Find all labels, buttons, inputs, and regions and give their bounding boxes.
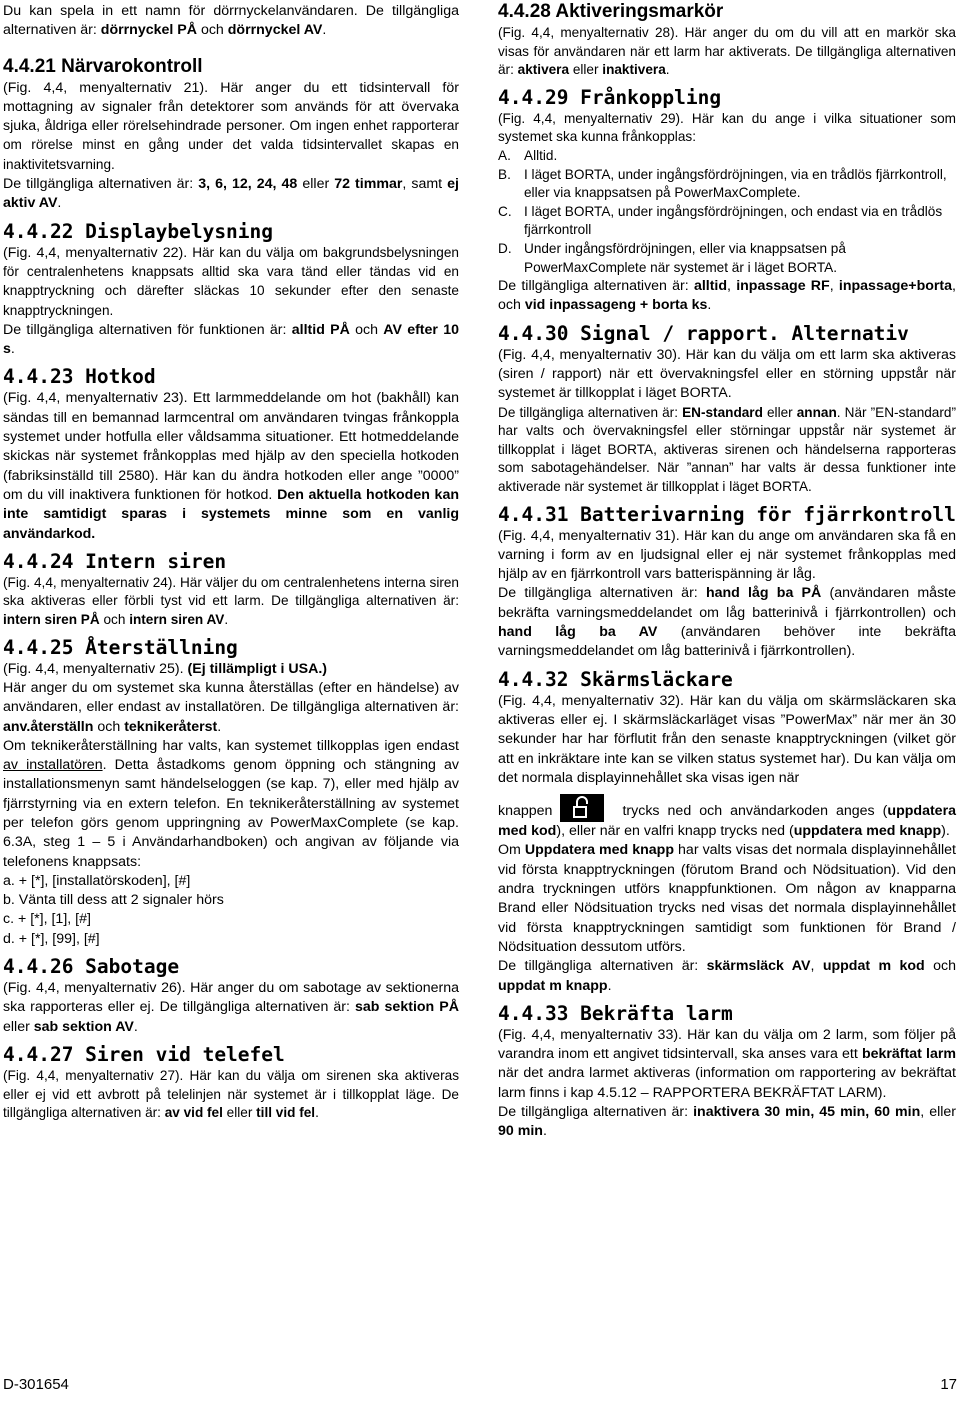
heading-4-4-25: 4.4.25 Återställning (3, 635, 238, 659)
s32-p2: Om Uppdatera med knapp har valts visas det normala displayinnehållet vid första knapptryckningen (förutom Brand och Nödsituation). Vid den andra tryckningen utförs knappfunktionen. Om någon av knapparna Brand eller Nödsituation trycks ned visas det normala displayinnehållet vid första knapptryckningen samtidigt som funktionen för Brand / Nödsituation dessutom utförs. (498, 842, 957, 955)
list-item-b: B. I läget BORTA, under ingångsfördröjningen, via en trådlös fjärrkontroll, eller via knappsatsen på PowerMaxComplete. (498, 166, 947, 201)
s30-p2: De tillgängliga alternativen är: EN-standard eller annan. När ”EN-standard” har valts och övervakningsfel eller störningar uppstår när systemet är tillkopplat i läget BORTA, aktiveras sirenen och händelserna rapporteras som sabotagehändelser. När ”annan” har valts är dessa funktioner inte aktiverade när systemet är tillkopplat i läget BORTA. (498, 404, 956, 494)
s25-p3: Om teknikeråterställning har valts, kan systemet tillkopplas igen endast av installatören. Detta åstadkoms genom öppning och stängning av installationsmenyn samt händelseloggen (se kap. 7), eller med hjälp av fjärrstyrning via en extern telefon. En teknikeråterställning av systemet per telefon görs genom uppringning av PowerMaxComplete (se kap. 6.3A, steg 1 – 5 i Användarhandboken) och angivan av följande via telefonens knappsats: (3, 737, 459, 870)
s26-p1: (Fig. 4,4, menyalternativ 26). Här anger du om sabotage av sektionerna ska rapporteras eller ej. De tillgängliga alternativen är: sab sektion PÅ eller sab sektion AV. (3, 980, 459, 1035)
s27-p1: (Fig. 4,4, menyalternativ 27). Här kan du välja om sirenen ska aktiveras eller ej vid ett avbrott på telelinjen när systemet är i tillkopplat läge. De tillgängliga alternativen är: av vid fel eller till vid fel. (3, 1067, 459, 1121)
s33-p1: (Fig. 4,4, menyalternativ 33). Här kan du välja om 2 larm, som följer på varandra inom ett angivet tidsintervall, ska anses vara ett bekräftat larm när det andra larmet aktiveras (information om rapportering av bekräftat larm finns i kap 4.5.12 – RAPPORTERA BEKRÄFTAT LARM). (498, 1026, 956, 1101)
s32-p1: (Fig. 4,4, menyalternativ 32). Här kan du välja om skärmsläckaren ska aktiveras eller ej. I skärmsläckarläget visas ”PowerMax” när mer än 30 sekunder har har förflutit från den senaste knapptryckningen (vilket gör att en inkräktare inte kan se vilken status systemet har). Du kan välja om det normala displayinnehållet ska visas igen när (498, 692, 956, 786)
s21-p3: De tillgängliga alternativen är: 3, 6, 12, 24, 48 eller 72 timmar, samt ej aktiv AV. (3, 176, 459, 212)
left-column (3, 0, 459, 1123)
s32-p1b: knappen trycks ned och användarkoden anges (uppdatera med kod), eller när en valfri knapp trycks ned (uppdatera med knapp). (498, 794, 956, 841)
s31-p2: De tillgängliga alternativen är: hand låg ba PÅ (användaren måste bekräfta varningsmeddelandet om låg batterinivå i fjärrkontrollen) och hand låg ba AV (användaren behöver inte bekräfta varningsmeddelandet om låg batterinivå i fjärrkontrollen). (498, 585, 956, 660)
list-item-d: D. Under ingångsfördröjningen, eller via knappsatsen på PowerMaxComplete när systemet är i läget BORTA. (498, 240, 846, 275)
page-number: 17 (940, 1376, 957, 1393)
s25-list-d: d. + [*], [99], [#] (3, 930, 100, 947)
s24-p1: (Fig. 4,4, menyalternativ 24). Här väljer du om centralenhetens interna siren ska aktiveras eller förbli tyst vid ett larm. De tillgängliga alternativen är: intern siren PÅ och intern siren AV. (3, 574, 459, 628)
s25-list-b: b. Vänta till dess att 2 signaler hörs (3, 892, 224, 909)
s23-p1: (Fig. 4,4, menyalternativ 23). Ett larmmeddelande om hot (bakhåll) kan sändas till en bemannad larmcentral om användaren tvingas frånkoppla systemet under hotfulla eller våldsamma situationer. Ett hotmeddelande skickas när systemet frånkopplas med hjälp av den speciella hotkoden (fabriksinställd till 2580). Här kan du ändra hotkoden eller ange ”0000” om du vill inaktivera funktionen för hotkod. Den aktuella hotkoden kan inte samtidigt sparas i systemets minne som en vanlig användarkod. (3, 390, 460, 542)
heading-4-4-30: 4.4.30 Signal / rapport. Alternativ (498, 321, 909, 345)
heading-4-4-21: 4.4.21 Närvarokontroll (3, 55, 203, 77)
s29-p1: (Fig. 4,4, menyalternativ 29). Här kan du ange i vilka situationer som systemet ska kunna frånkopplas: (498, 110, 956, 145)
heading-4-4-32: 4.4.32 Skärmsläckare (498, 667, 733, 691)
s25-p2: Här anger du om systemet ska kunna återställas (efter en händelse) av användaren, eller endast av installatören. De tillgängliga alternativen är: anv.återställn och teknikeråterst. (3, 679, 459, 735)
heading-4-4-29: 4.4.29 Frånkoppling (498, 85, 722, 109)
list-item-a: A. Alltid. (498, 147, 558, 163)
right-column (498, 0, 956, 1142)
heading-4-4-26: 4.4.26 Sabotage (3, 955, 180, 979)
s28-p1: (Fig. 4,4, menyalternativ 28). Här anger du om du vill att en markör ska visas för användaren när ett larm har aktiverats. De tillgängliga alternativen är: aktivera eller inaktivera. (498, 25, 956, 78)
heading-4-4-24: 4.4.24 Intern siren (3, 549, 227, 573)
heading-4-4-27: 4.4.27 Siren vid telefel (3, 1042, 285, 1066)
s31-p1: (Fig. 4,4, menyalternativ 31). Här kan du ange om användaren ska få en varning i form av en ljudsignal eller ej när systemet frånkopplas med hjälp av en fjärrkontroll vars batterispänning är låg. (498, 527, 956, 583)
s21-p1: (Fig. 4,4, menyalternativ 21). Här anger du ett tidsintervall för mottagning av signaler från detektorer som används för att övervaka sjuka, åldriga eller rörelsehindrade personer. Om ingen enhet rapporterar om rörelse minst en gång under det valda tidsintervallet skapas en inaktivitetsvarning. (3, 79, 459, 172)
s29-p2: De tillgängliga alternativen är: alltid, inpassage RF, inpassage+borta, och vid inpassageng + borta ks. (498, 278, 956, 314)
heading-4-4-31: 4.4.31 Batterivarning för fjärrkontroll (498, 502, 956, 526)
s22-p3: De tillgängliga alternativen för funktionen är: alltid PÅ och AV efter 10 s. (3, 321, 459, 358)
lock-open-icon (560, 794, 604, 822)
heading-4-4-28: 4.4.28 Aktiveringsmarkör (498, 1, 724, 22)
intro-paragraph: Du kan spela in ett namn för dörrnyckelanvändaren. De tillgängliga alternativen är: dörrnyckel PÅ och dörrnyckel AV. (3, 3, 459, 39)
heading-4-4-33: 4.4.33 Bekräfta larm (498, 1001, 733, 1025)
s25-p1: (Fig. 4,4, menyalternativ 25). (Ej tillämpligt i USA.) (3, 660, 328, 677)
s25-list-c: c. + [*], [1], [#] (3, 911, 91, 928)
document-id: D-301654 (3, 1376, 69, 1393)
s25-list-a: a. + [*], [installatörskoden], [#] (3, 872, 191, 889)
list-item-c: C. I läget BORTA, under ingångsfördröjningen, och endast via en trådlös fjärrkontroll (498, 203, 943, 238)
s30-p1: (Fig. 4,4, menyalternativ 30). Här kan du välja om ett larm ska aktiveras (siren / rapport) när ett övervakningsfel eller en störning uppstår när systemet är tillkopplat i läget BORTA. (498, 346, 956, 402)
heading-4-4-22: 4.4.22 Displaybelysning (3, 219, 274, 243)
s32-p3: De tillgängliga alternativen är: skärmsläck AV, uppdat m kod och uppdat m knapp. (498, 958, 956, 994)
s33-p2: De tillgängliga alternativen är: inaktivera 30 min, 45 min, 60 min, eller 90 min. (498, 1104, 957, 1140)
s22-p1: (Fig. 4,4, menyalternativ 22). Här kan du välja om bakgrundsbelysningen för centralenhetens knappsats alltid ska vara tänd eller tändas vid en knapptryckning och därefter släckas 10 sekunder efter den senaste knapptryckningen. (3, 244, 459, 318)
heading-4-4-23: 4.4.23 Hotkod (3, 365, 156, 389)
